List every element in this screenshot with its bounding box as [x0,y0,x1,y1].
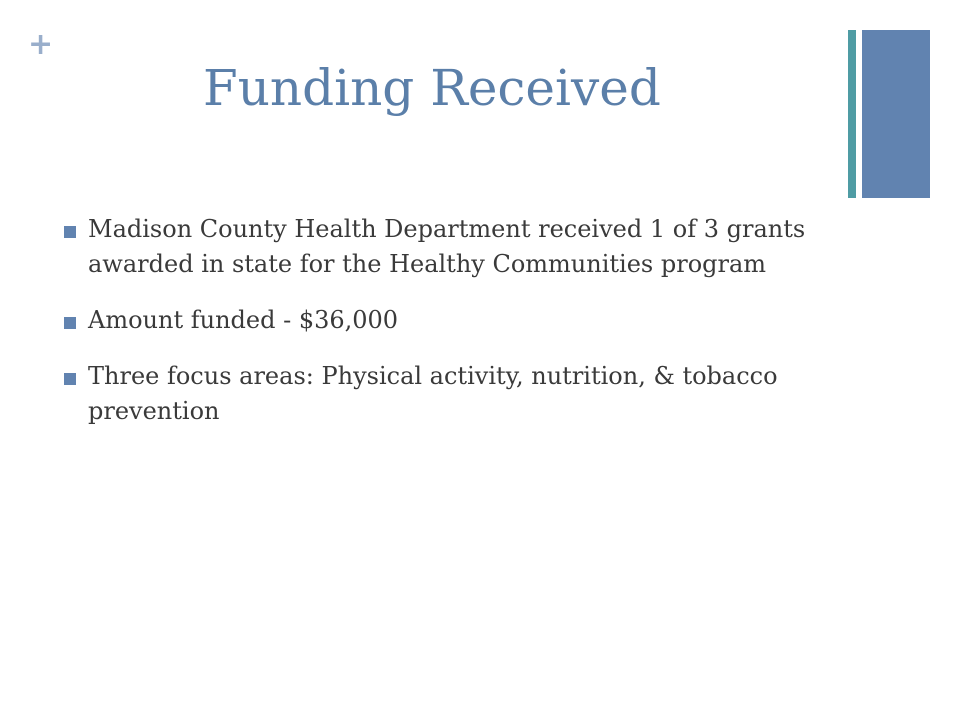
bullet-text: Madison County Health Department received 1 of 3 grants awarded in state for the Healthy Communities program [88,215,806,278]
bullet-text: Three focus areas: Physical activity, nutrition, & tobacco prevention [88,362,778,425]
square-bullet-icon [64,226,76,238]
square-bullet-icon [64,317,76,329]
slide-title: Funding Received [203,59,661,117]
decorative-bar-thick [862,30,930,198]
bullet-item-focus-areas [64,359,824,429]
bullet-item-grant [64,212,824,282]
decorative-bar-thin [848,30,856,198]
square-bullet-icon [64,373,76,385]
bullet-text: Amount funded - $36,000 [88,306,399,334]
bullet-list [64,212,824,450]
bullet-item-amount [64,303,824,338]
plus-decoration-icon: + [28,27,54,62]
